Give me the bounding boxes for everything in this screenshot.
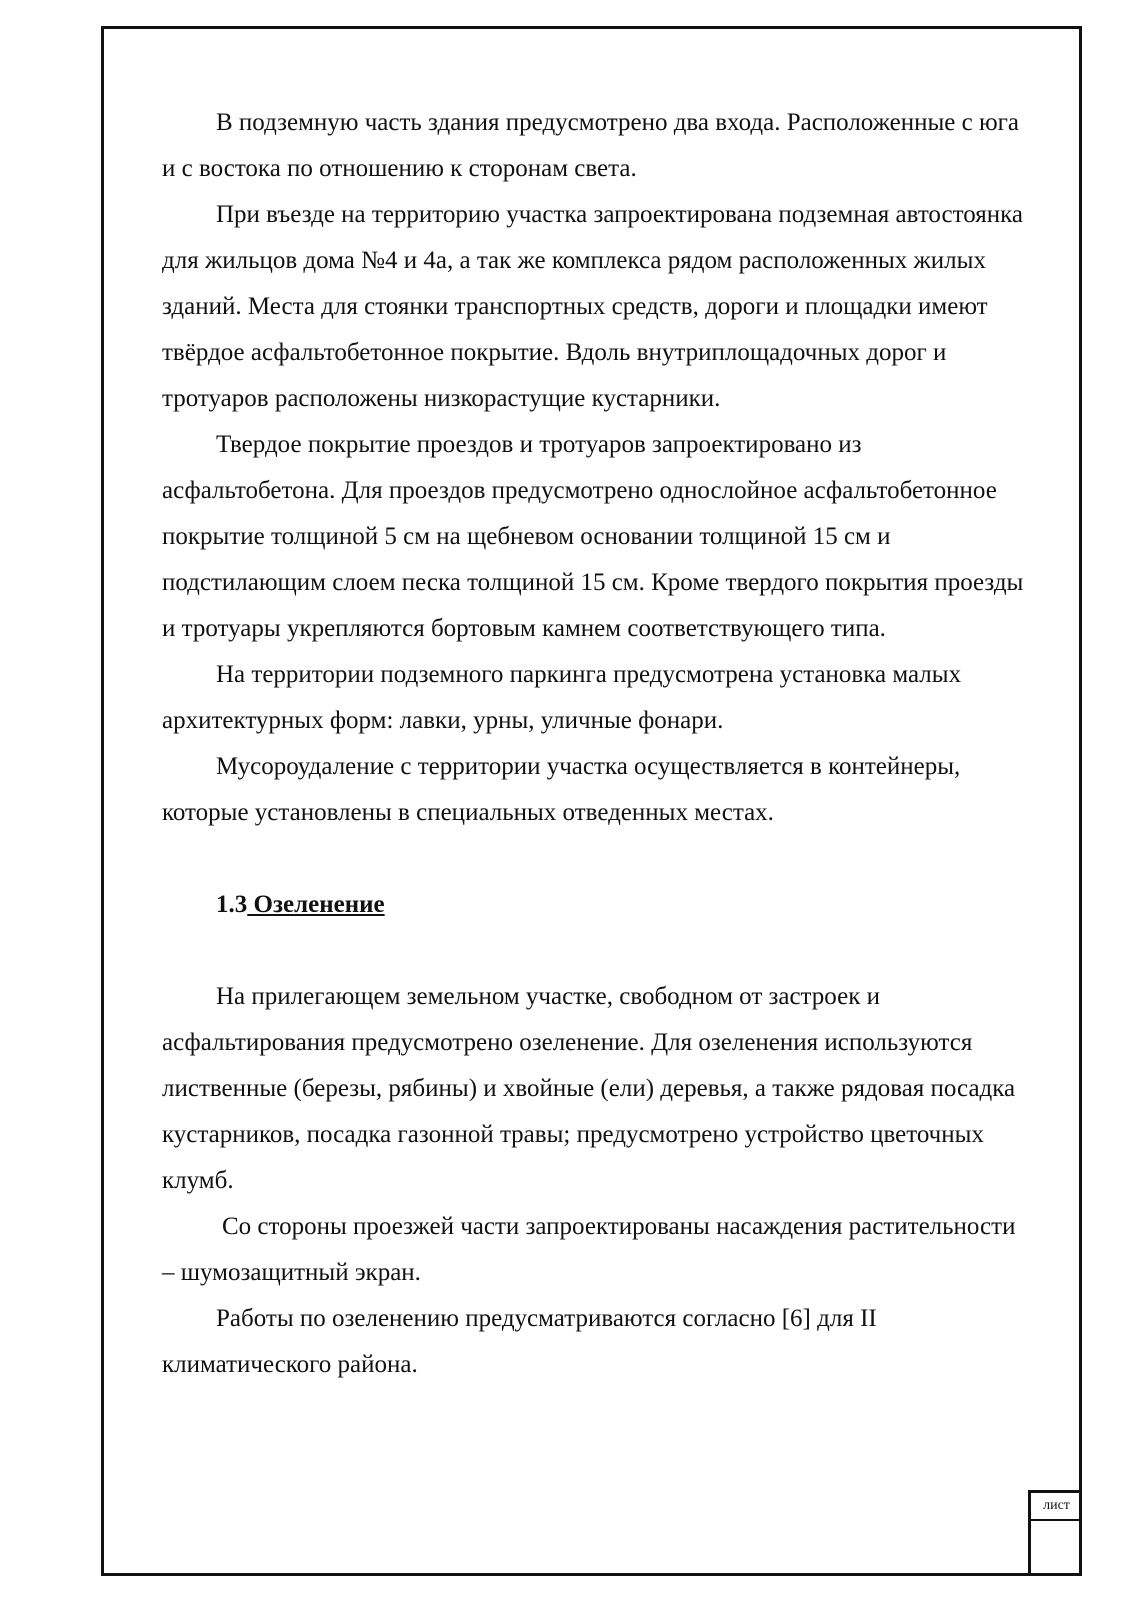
paragraph-parking: При въезде на территорию участка запроектирована подземная автостоянка для жильцов дома №4 и 4а, а так же комплекса рядом расположенных жилых зданий. Места для стоянки транспортных средств, дороги и площадки имеют твёрдое асфальтобетонное покрытие. Вдоль внутриплощадочных дорог и тротуаров расположены низкорастущие кустарники.	[162, 201, 1024, 412]
paragraph-small-forms: На территории подземного паркинга предусмотрена установка малых архитектурных форм: лавки, урны, уличные фонари.	[162, 661, 962, 734]
paragraph-waste: Мусороудаление с территории участка осуществляется в контейнеры, которые установлены в специальных отведенных местах.	[162, 753, 961, 826]
sheet-label: лист	[1031, 1493, 1082, 1521]
section-heading	[162, 882, 1032, 928]
paragraph-entrances: В подземную часть здания предусмотрено два входа. Расположенные с юга и с востока по отношению к сторонам света.	[162, 109, 1020, 182]
section-title: Озеленение	[247, 891, 385, 918]
spacer	[162, 836, 1032, 882]
sheet-stamp	[1028, 1490, 1082, 1576]
document-body	[162, 100, 1032, 1388]
paragraph-greening: На прилегающем земельном участке, свободном от застроек и асфальтирования предусмотрено озеленение. Для озеленения используются лиственные (березы, рябины) и хвойные (ели) деревья, а также рядовая посадка кустарников, посадка газонной травы; предусмотрено устройство цветочных клумб.	[162, 983, 1016, 1194]
spacer	[162, 928, 1032, 974]
paragraph-noise-screen: Со стороны проезжей части запроектированы насаждения растительности – шумозащитный экран.	[162, 1213, 1016, 1286]
paragraph-pavement: Твердое покрытие проездов и тротуаров запроектировано из асфальтобетона. Для проездов предусмотрено однослойное асфальтобетонное покрытие толщиной 5 см на щебневом основании толщиной 15 см и подстилающим слоем песка толщиной 15 см. Кроме твердого покрытия проезды и тротуары укрепляются бортовым камнем соответствующего типа.	[162, 431, 1024, 642]
paragraph-works: Работы по озеленению предусматриваются согласно [6] для II климатического района.	[162, 1305, 877, 1378]
section-number: 1.3	[216, 891, 248, 918]
sheet-number	[1031, 1521, 1082, 1576]
